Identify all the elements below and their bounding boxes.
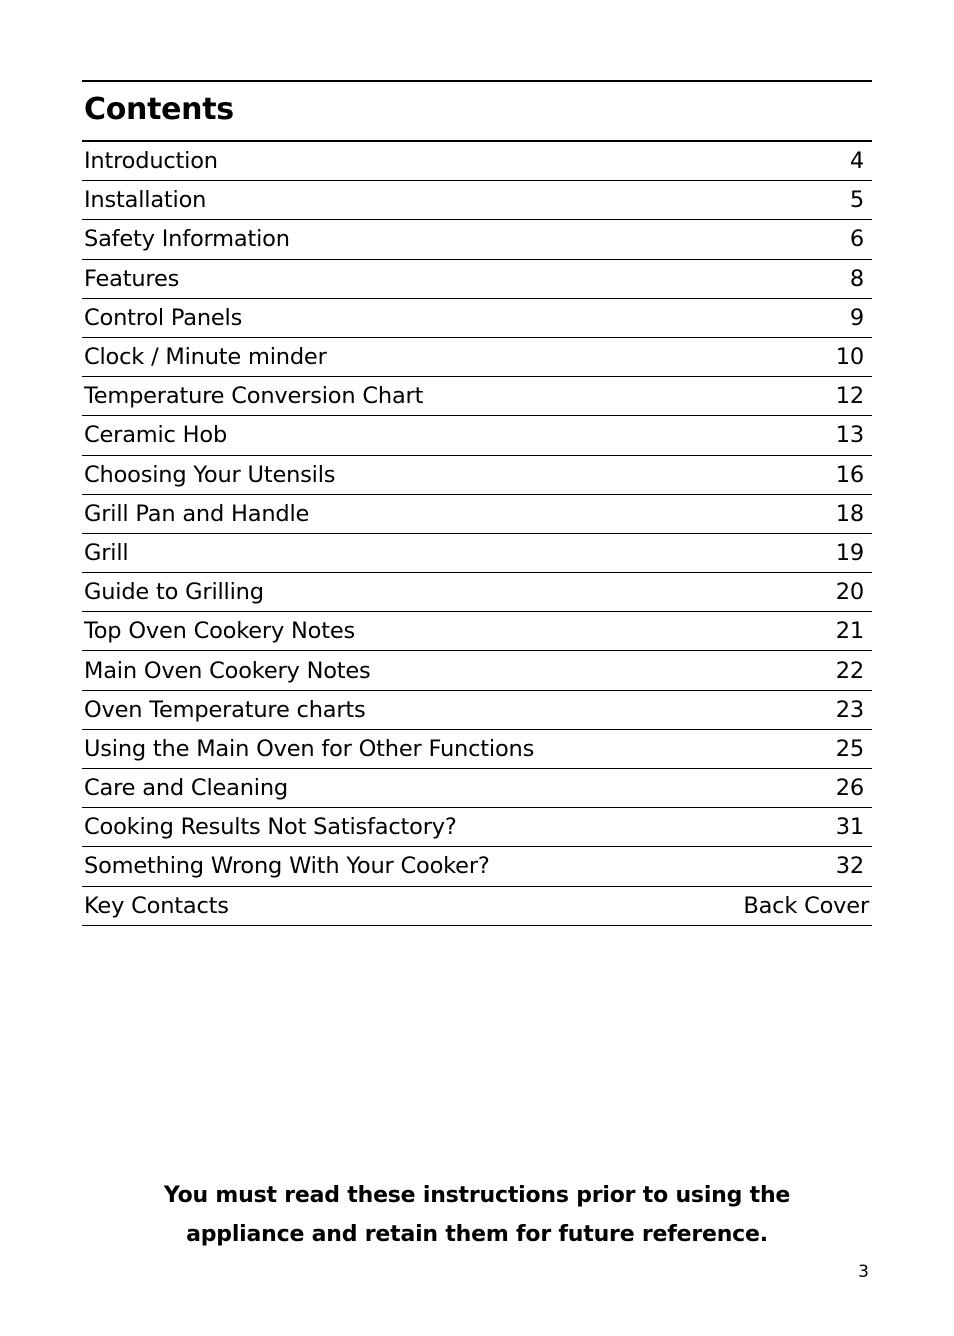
toc-entry-title: Choosing Your Utensils — [84, 461, 336, 488]
toc-entry-title: Safety Information — [84, 226, 290, 253]
toc-entry-page: 16 — [835, 461, 864, 488]
toc-entry-title: Care and Cleaning — [84, 775, 288, 802]
notice-line-2: appliance and retain them for future reference. — [186, 1222, 768, 1247]
toc-entry-page: 18 — [835, 500, 864, 527]
toc-entry-page: 4 — [849, 148, 864, 175]
toc-entry-title: Key Contacts — [84, 892, 229, 919]
toc-row — [82, 847, 872, 886]
toc-entry-page: Back Cover — [743, 892, 869, 919]
toc-entry-title: Using the Main Oven for Other Functions — [84, 735, 535, 762]
toc-list — [82, 142, 872, 926]
toc-row — [82, 651, 872, 690]
toc-entry-page: 32 — [835, 853, 864, 880]
toc-entry-title: Something Wrong With Your Cooker? — [84, 853, 490, 880]
toc-entry-title: Features — [84, 265, 180, 292]
toc-entry-title: Cooking Results Not Satisfactory? — [84, 814, 457, 841]
page-title: Contents — [82, 82, 872, 142]
toc-row — [82, 730, 872, 769]
toc-entry-page: 6 — [849, 226, 864, 253]
toc-row — [82, 495, 872, 534]
toc-row — [82, 338, 872, 377]
toc-row — [82, 456, 872, 495]
toc-row — [82, 181, 872, 220]
toc-entry-title: Introduction — [84, 148, 218, 175]
toc-entry-title: Top Oven Cookery Notes — [84, 618, 356, 645]
reading-notice — [0, 1176, 954, 1254]
toc-entry-title: Temperature Conversion Chart — [84, 383, 424, 410]
toc-entry-page: 13 — [835, 422, 864, 449]
toc-row — [82, 377, 872, 416]
toc-entry-page: 21 — [835, 618, 864, 645]
toc-entry-page: 19 — [835, 539, 864, 566]
toc-entry-page: 22 — [835, 657, 864, 684]
toc-entry-page: 23 — [835, 696, 864, 723]
toc-entry-title: Clock / Minute minder — [84, 344, 327, 371]
toc-entry-page: 10 — [835, 344, 864, 371]
toc-row — [82, 260, 872, 299]
toc-row — [82, 573, 872, 612]
toc-row — [82, 534, 872, 573]
toc-entry-title: Main Oven Cookery Notes — [84, 657, 371, 684]
toc-row — [82, 612, 872, 651]
toc-entry-page: 8 — [849, 265, 864, 292]
toc-entry-title: Grill — [84, 539, 129, 566]
toc-entry-title: Oven Temperature charts — [84, 696, 366, 723]
page-number: 3 — [858, 1262, 869, 1282]
toc-entry-title: Installation — [84, 187, 207, 214]
toc-entry-title: Control Panels — [84, 304, 243, 331]
toc-row — [82, 887, 872, 926]
toc-entry-page: 25 — [835, 735, 864, 762]
contents-block — [82, 80, 872, 926]
toc-entry-page: 9 — [849, 304, 864, 331]
toc-entry-title: Guide to Grilling — [84, 579, 264, 606]
toc-entry-page: 12 — [835, 383, 864, 410]
toc-entry-page: 26 — [835, 775, 864, 802]
toc-entry-page: 31 — [835, 814, 864, 841]
toc-entry-page: 20 — [835, 579, 864, 606]
toc-entry-page: 5 — [849, 187, 864, 214]
toc-row — [82, 416, 872, 455]
toc-row — [82, 769, 872, 808]
toc-entry-title: Ceramic Hob — [84, 422, 228, 449]
toc-row — [82, 299, 872, 338]
toc-entry-title: Grill Pan and Handle — [84, 500, 310, 527]
notice-line-1: You must read these instructions prior to using the — [163, 1183, 791, 1208]
toc-row — [82, 691, 872, 730]
toc-row — [82, 142, 872, 181]
toc-row — [82, 220, 872, 259]
toc-row — [82, 808, 872, 847]
